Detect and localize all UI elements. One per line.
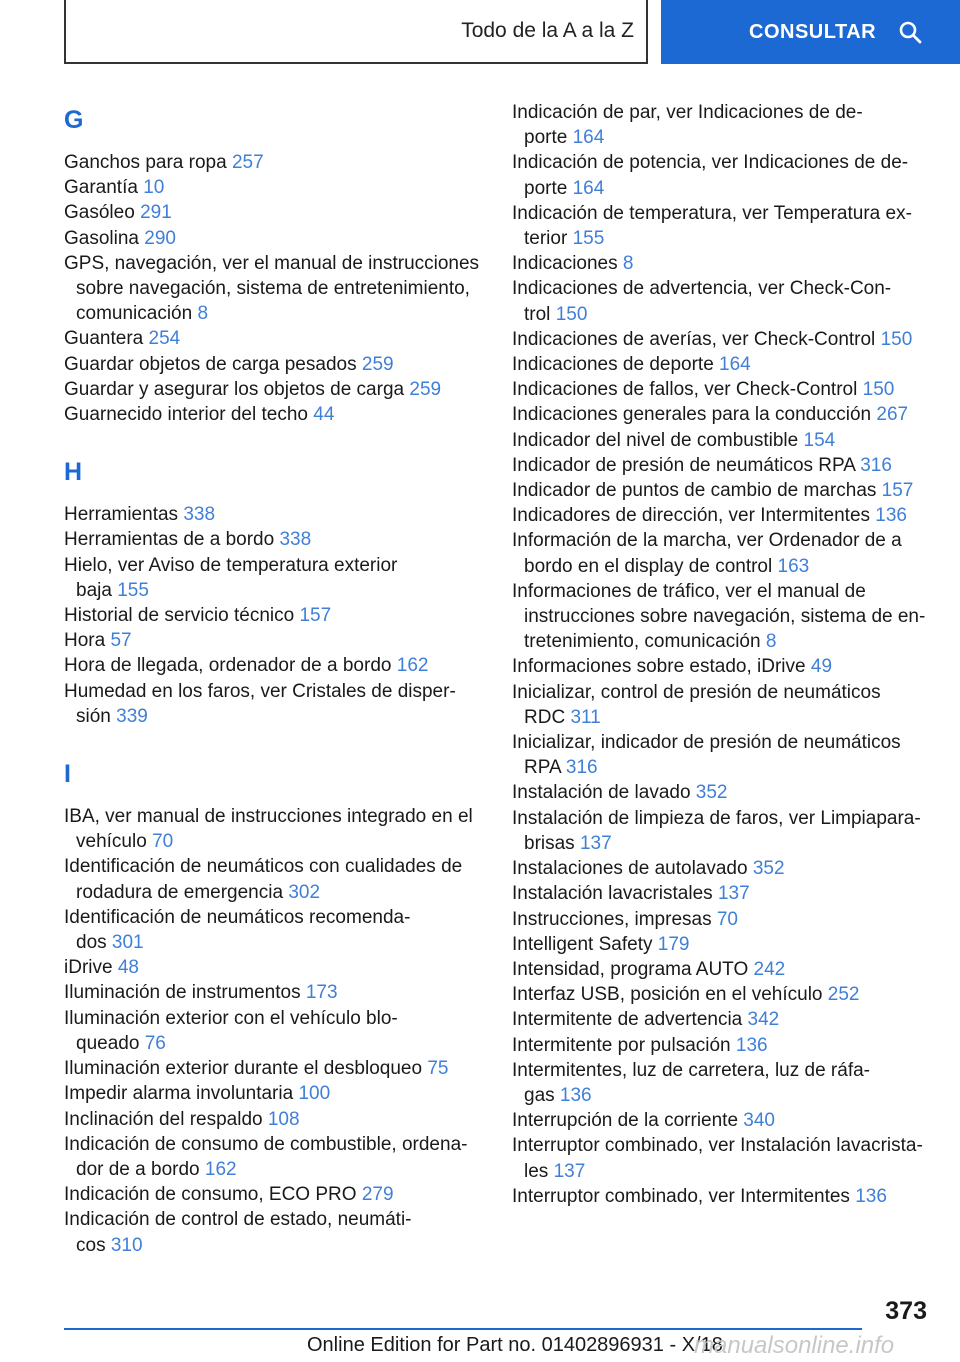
index-entry-text: Indicaciones generales para la conducción	[512, 404, 872, 426]
index-entry-text: Herramientas de a bordo	[64, 529, 275, 551]
page-reference-link[interactable]: 279	[361, 1184, 394, 1206]
page-reference-link[interactable]: 137	[717, 883, 750, 905]
index-entry-text: Inicializar, indicador de presión de neumáticos RPA	[512, 732, 901, 779]
index-entry	[512, 932, 932, 957]
page-reference-link[interactable]: 157	[299, 605, 332, 627]
index-entry	[64, 150, 484, 175]
index-entry	[64, 905, 484, 955]
index-entry	[512, 654, 932, 679]
index-entry-text: Indicación de control de estado, neumáti- cos	[64, 1209, 412, 1256]
index-entry-text: Guantera	[64, 328, 144, 350]
page-reference-link[interactable]: 70	[152, 831, 174, 853]
index-entry-text: Instalación lavacristales	[512, 883, 713, 905]
index-entry-text: Indicación de consumo, ECO PRO	[64, 1184, 357, 1206]
page-reference-link[interactable]: 310	[110, 1234, 143, 1256]
page-reference-link[interactable]: 340	[743, 1110, 775, 1132]
index-entry	[512, 150, 932, 200]
index-entry-text: Guardar y asegurar los objetos de carga	[64, 378, 405, 400]
page-reference-link[interactable]: 154	[803, 429, 836, 451]
page-reference-link[interactable]: 162	[204, 1158, 237, 1180]
page-reference-link[interactable]: 259	[409, 378, 442, 400]
index-entry-text: Indicación de consumo de combustible, ordena- dor de a bordo	[64, 1133, 468, 1180]
page-reference-link[interactable]: 150	[880, 328, 913, 350]
index-entry	[512, 100, 932, 150]
search-icon	[898, 20, 922, 44]
entries-i-continued	[512, 100, 932, 1209]
index-entry	[512, 730, 932, 780]
index-entry-text: Indicación de par, ver Indicaciones de de- porte	[512, 102, 863, 149]
index-entry	[512, 478, 932, 503]
index-entry-text: Interruptor combinado, ver Instalación lavacrista- les	[512, 1135, 923, 1182]
index-entry	[512, 1133, 932, 1183]
index-entry-text: Informaciones de tráfico, ver el manual de instrucciones sobre navegación, sistema de en- tretenimiento, comunicación	[512, 580, 926, 653]
index-entry	[64, 1182, 484, 1207]
index-entry	[512, 907, 932, 932]
index-entry	[64, 603, 484, 628]
index-entry	[64, 352, 484, 377]
page-reference-link[interactable]: 75	[427, 1058, 449, 1080]
page-reference-link[interactable]: 49	[810, 656, 833, 678]
index-entry-text: Instrucciones, impresas	[512, 908, 712, 930]
index-entry-text: Indicaciones	[512, 253, 618, 275]
page-reference-link[interactable]: 316	[860, 454, 892, 476]
page-reference-link[interactable]: 302	[288, 881, 321, 903]
page-reference-link[interactable]: 48	[117, 957, 139, 979]
index-entry-text: Iluminación exterior con el vehículo blo- queado	[64, 1007, 398, 1054]
index-entry	[64, 553, 484, 603]
index-entry-text: Hora	[64, 630, 106, 652]
page-reference-link[interactable]: 155	[572, 228, 605, 250]
index-entry-text: Inclinación del respaldo	[64, 1108, 263, 1130]
index-entry-text: Inicializar, control de presión de neumáticos RDC	[512, 681, 881, 728]
page-reference-link[interactable]: 137	[553, 1160, 586, 1182]
page-reference-link[interactable]: 8	[765, 631, 777, 653]
index-entry	[512, 503, 932, 528]
index-entry	[512, 402, 932, 427]
watermark: manualsonline.info	[694, 1332, 895, 1359]
index-entry-text: Indicaciones de advertencia, ver Check-Con- trol	[512, 278, 892, 325]
index-entry	[512, 806, 932, 856]
page-reference-link[interactable]: 70	[716, 908, 738, 930]
entries-h	[64, 502, 484, 729]
index-entry	[64, 527, 484, 552]
index-entry-text: Interrupción de la corriente	[512, 1110, 739, 1132]
index-entry-text: Indicación de temperatura, ver Temperatura ex- terior	[512, 202, 912, 250]
index-entry-text: Indicaciones de averías, ver Check-Control	[512, 328, 876, 350]
page-reference-link[interactable]: 8	[197, 303, 209, 325]
index-entry	[512, 276, 932, 326]
index-entry	[64, 1132, 484, 1182]
index-entry	[512, 251, 932, 276]
index-entry-text: Instalación de lavado	[512, 782, 691, 804]
index-entry	[64, 226, 484, 251]
index-entry	[512, 680, 932, 730]
index-entry	[64, 1207, 484, 1257]
page-reference-link[interactable]: 136	[855, 1185, 887, 1207]
index-entry-text: IBA, ver manual de instrucciones integrado en el vehículo	[64, 806, 473, 853]
index-entry	[512, 1007, 932, 1032]
index-entry-text: Indicador de puntos de cambio de marchas	[512, 480, 877, 502]
index-entry	[64, 200, 484, 225]
page-reference-link[interactable]: 164	[572, 177, 605, 199]
index-entry	[64, 679, 484, 729]
page-reference-link[interactable]: 254	[148, 328, 181, 350]
footer-divider	[64, 1328, 862, 1330]
index-entry-text: Gasolina	[64, 227, 139, 249]
index-entry-text: Instalación de limpieza de faros, ver Limpiapara- brisas	[512, 807, 921, 854]
page-reference-link[interactable]: 164	[572, 127, 605, 149]
page-reference-link[interactable]: 339	[116, 705, 148, 727]
index-entry	[512, 428, 932, 453]
index-entry	[64, 955, 484, 980]
page-reference-link[interactable]: 242	[753, 958, 786, 980]
index-entry-text: iDrive	[64, 957, 113, 979]
index-entry	[512, 1058, 932, 1108]
section-letter-h: H	[64, 458, 83, 487]
page-reference-link[interactable]: 157	[881, 480, 914, 502]
page-reference-link[interactable]: 155	[117, 579, 149, 601]
index-entry-text: Intermitentes, luz de carretera, luz de ráfa- gas	[512, 1059, 870, 1106]
index-entry	[64, 377, 484, 402]
page-reference-link[interactable]: 10	[143, 177, 165, 199]
index-entry-text: Gasóleo	[64, 202, 135, 224]
index-entry	[512, 453, 932, 478]
entries-g	[64, 150, 484, 427]
index-entry	[64, 502, 484, 527]
az-index-tab[interactable]: Todo de la A a la Z	[64, 0, 648, 64]
index-entry	[512, 377, 932, 402]
page-reference-link[interactable]: 136	[875, 505, 907, 527]
index-entry	[512, 327, 932, 352]
index-entry	[512, 579, 932, 655]
index-entry-text: Hora de llegada, ordenador de a bordo	[64, 655, 392, 677]
index-entry	[512, 881, 932, 906]
page-reference-link[interactable]: 259	[361, 353, 394, 375]
top-navigation	[0, 0, 960, 66]
section-letter-g: G	[64, 106, 84, 134]
index-entry	[64, 1006, 484, 1056]
page-reference-link[interactable]: 267	[876, 404, 909, 426]
page-reference-link[interactable]: 173	[305, 982, 338, 1004]
footer-edition: Online Edition for Part no. 01402896931 - X/18	[307, 1334, 723, 1356]
index-entry-text: Hielo, ver Aviso de temperatura exterior baja	[64, 554, 398, 601]
index-entry-text: Humedad en los faros, ver Cristales de disper- sión	[64, 680, 456, 727]
page-reference-link[interactable]: 162	[396, 655, 429, 677]
page-reference-link[interactable]: 150	[862, 379, 895, 401]
page-reference-link[interactable]: 252	[827, 984, 860, 1006]
page-reference-link[interactable]: 338	[183, 504, 216, 526]
section-letter-i: I	[64, 760, 71, 789]
index-entry-text: Identificación de neumáticos con cualidades de rodadura de emergencia	[64, 856, 463, 903]
consult-button[interactable]	[661, 0, 960, 64]
page-reference-link[interactable]: 342	[747, 1009, 780, 1031]
page-reference-link[interactable]: 291	[140, 202, 172, 224]
index-entry	[512, 201, 932, 251]
page-reference-link[interactable]: 76	[144, 1032, 166, 1054]
index-entry-text: Intermitente de advertencia	[512, 1009, 743, 1031]
index-entry	[512, 1108, 932, 1133]
page-reference-link[interactable]: 136	[735, 1034, 768, 1056]
page-reference-link[interactable]: 290	[144, 227, 176, 249]
page-reference-link[interactable]: 301	[111, 932, 144, 954]
index-entry	[64, 980, 484, 1005]
index-entry-text: Herramientas	[64, 504, 179, 526]
index-entry	[64, 402, 484, 427]
index-entry-text: Guarnecido interior del techo	[64, 404, 308, 426]
index-entry	[512, 982, 932, 1007]
page-reference-link[interactable]: 338	[279, 529, 312, 551]
index-entry	[64, 653, 484, 678]
index-entry-text: Intelligent Safety	[512, 933, 653, 955]
index-entry-text: Historial de servicio técnico	[64, 605, 295, 627]
index-entry	[512, 528, 932, 578]
page-reference-link[interactable]: 311	[570, 706, 601, 728]
index-entry	[64, 628, 484, 653]
index-entry-text: Indicador del nivel de combustible	[512, 429, 799, 451]
index-entry-text: Indicaciones de fallos, ver Check-Control	[512, 379, 858, 401]
index-entry-text: Información de la marcha, ver Ordenador de a bordo en el display de control	[512, 530, 902, 577]
index-entry-text: Indicadores de dirección, ver Intermitentes	[512, 505, 871, 527]
index-entry-text: Identificación de neumáticos recomenda- dos	[64, 906, 411, 954]
page-reference-link[interactable]: 163	[777, 555, 810, 577]
index-entry	[64, 804, 484, 854]
page-number: 373	[885, 1297, 927, 1325]
page-reference-link[interactable]: 136	[559, 1084, 592, 1106]
page-reference-link[interactable]: 352	[752, 858, 785, 880]
index-entry	[512, 352, 932, 377]
index-entry	[64, 251, 484, 327]
consult-button-label: CONSULTAR	[749, 20, 877, 43]
index-entry-text: Garantía	[64, 177, 138, 199]
index-entry-text: Guardar objetos de carga pesados	[64, 353, 357, 375]
index-entry	[64, 854, 484, 904]
page-reference-link[interactable]: 164	[719, 354, 751, 376]
entries-i	[64, 804, 484, 1258]
index-entry-text: Indicaciones de deporte	[512, 354, 714, 376]
page-reference-link[interactable]: 257	[231, 152, 264, 173]
page-reference-link[interactable]: 8	[622, 253, 634, 275]
page-reference-link[interactable]: 137	[579, 832, 612, 854]
index-entry	[512, 1184, 932, 1209]
index-entry	[64, 1056, 484, 1081]
index-entry-text: Indicador de presión de neumáticos RPA	[512, 454, 855, 476]
index-entry-text: Intensidad, programa AUTO	[512, 958, 749, 980]
index-column-right	[512, 100, 932, 1209]
index-entry-text: Intermitente por pulsación	[512, 1034, 731, 1056]
page-reference-link[interactable]: 100	[298, 1083, 331, 1105]
index-entry	[512, 780, 932, 805]
page-reference-link[interactable]: 44	[313, 404, 335, 426]
index-entry-text: Instalaciones de autolavado	[512, 858, 748, 880]
page-reference-link[interactable]: 316	[565, 757, 598, 779]
page-reference-link[interactable]: 179	[657, 933, 690, 955]
index-entry	[512, 957, 932, 982]
index-entry-text: Impedir alarma involuntaria	[64, 1083, 294, 1105]
index-entry	[64, 326, 484, 351]
index-entry-text: GPS, navegación, ver el manual de instrucciones sobre navegación, sistema de entretenimiento, comunicación	[64, 252, 480, 325]
index-entry-text: Interfaz USB, posición en el vehículo	[512, 984, 823, 1006]
page-reference-link[interactable]: 150	[555, 303, 588, 325]
index-entry-text: Ganchos para ropa	[64, 152, 227, 173]
index-entry	[512, 1033, 932, 1058]
index-entry-text: Informaciones sobre estado, iDrive	[512, 656, 806, 678]
index-entry	[64, 175, 484, 200]
index-entry	[64, 1107, 484, 1132]
page-reference-link[interactable]: 57	[110, 630, 132, 652]
index-entry-text: Indicación de potencia, ver Indicaciones de de- porte	[512, 152, 909, 199]
index-entry-text: Iluminación exterior durante el desbloqueo	[64, 1058, 423, 1080]
index-entry-text: Iluminación de instrumentos	[64, 982, 301, 1004]
page-reference-link[interactable]: 352	[695, 782, 728, 804]
index-column-left	[64, 100, 484, 1258]
index-entry-text: Interruptor combinado, ver Intermitentes	[512, 1185, 850, 1207]
index-entry	[512, 856, 932, 881]
page-reference-link[interactable]: 108	[267, 1108, 300, 1130]
index-entry	[64, 1081, 484, 1106]
